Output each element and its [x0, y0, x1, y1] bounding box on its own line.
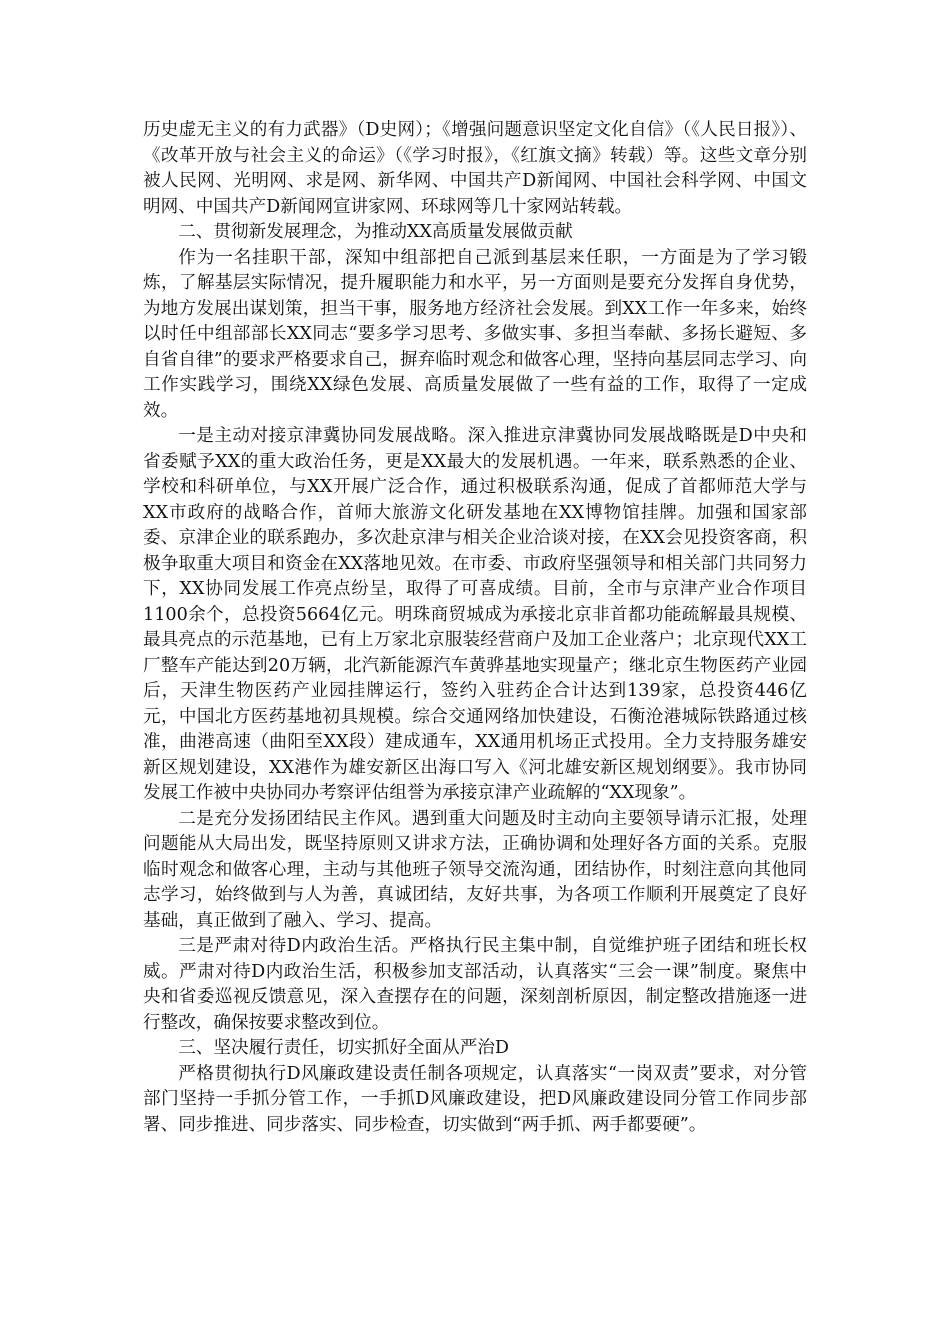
paragraph-point-1: 一是主动对接京津冀协同发展战略。深入推进京津冀协同发展战略既是D中央和省委赋予XX的重大政治任务，更是XX最大的发展机遇。一年来，联系熟悉的企业、学校和科研单位，与XX开展广泛合作，通过积极联系沟通，促成了首都师范大学与XX市政府的战略合作，首师大旅游文化研发基地在XX博物馆挂牌。加强和国家部委、京津企业的联系跑办，多次赴京津与相关企业洽谈对接，在XX会见投资客商，积极争取重大项目和资金在XX落地见效。在市委、市政府坚强领导和相关部门共同努力下，XX协同发展工作亮点纷呈，取得了可喜成绩。目前，全市与京津产业合作项目1100余个，总投资5664亿元。明珠商贸城成为承接北京非首都功能疏解最具规模、最具亮点的示范基地，已有上万家北京服装经营商户及加工企业落户；北京现代XX工厂整车产能达到20万辆，北汽新能源汽车黄骅基地实现量产；继北京生物医药产业园后，天津生物医药产业园挂牌运行，签约入驻药企合计达到139家，总投资446亿元，中国北方医药基地初具规模。综合交通网络加快建设，石衡沧港城际铁路通过核准，曲港高速（曲阳至XX段）建成通车，XX通用机场正式投用。全力支持服务雄安新区规划建设，XX港作为雄安新区出海口写入《河北雄安新区规划纲要》。我市协同发展工作被中央协同办考察评估组誉为承接京津产业疏解的“XX现象”。 [143, 426, 807, 803]
paragraph-point-3: 三是严肃对待D内政治生活。严格执行民主集中制，自觉维护班子团结和班长权威。严肃对待D内政治生活，积极参加支部活动，认真落实“三会一课”制度。聚焦中央和省委巡视反馈意见，深入查摆存在的问题，深刻剖析原因，制定整改措施逐一进行整改，确保按要求整改到位。 [143, 936, 807, 1033]
section-heading-2: 二、贯彻新发展理念，为推动XX高质量发展做贡献 [178, 222, 573, 242]
paragraph-responsibility: 严格贯彻执行D风廉政建设责任制各项规定，认真落实“一岗双责”要求，对分管部门坚持一手抓分管工作，一手抓D风廉政建设，把D风廉政建设同分管工作同步部署、同步推进、同步落实、同步检查，切实做到“两手抓、两手都要硬”。 [143, 1063, 807, 1135]
section-heading-3: 三、坚决履行责任，切实抓好全面从严治D [178, 1038, 509, 1058]
document-page [143, 118, 807, 1138]
paragraph-intro: 作为一名挂职干部，深知中组部把自己派到基层来任职，一方面是为了学习锻炼，了解基层实际情况，提升履职能力和水平，另一方面则是要充分发挥自身优势，为地方发展出谋划策，担当干事，服务地方经济社会发展。到XX工作一年多来，始终以时任中组部部长XX同志“要多学习思考、多做实事、多担当奉献、多扬长避短、多自省自律”的要求严格要求自己，摒弃临时观念和做客心理，坚持向基层同志学习、向工作实践学习，围绕XX绿色发展、高质量发展做了一些有益的工作，取得了一定成效。 [143, 247, 807, 421]
paragraph-continuation: 历史虚无主义的有力武器》（D史网）；《增强问题意识坚定文化自信》（《人民日报》）、《改革开放与社会主义的命运》（《学习时报》，《红旗文摘》转载）等。这些文章分别被人民网、光明网、求是网、新华网、中国共产D新闻网、中国社会科学网、中国文明网、中国共产D新闻网宣讲家网、环球网等几十家网站转载。 [143, 120, 807, 217]
paragraph-point-2: 二是充分发扬团结民主作风。遇到重大问题及时主动向主要领导请示汇报，处理问题能从大局出发，既坚持原则又讲求方法，正确协调和处理好各方面的关系。克服临时观念和做客心理，主动与其他班子领导交流沟通，团结协作，时刻注意向其他同志学习，始终做到与人为善，真诚团结，友好共事，为各项工作顺利开展奠定了良好基础，真正做到了融入、学习、提高。 [143, 808, 807, 931]
